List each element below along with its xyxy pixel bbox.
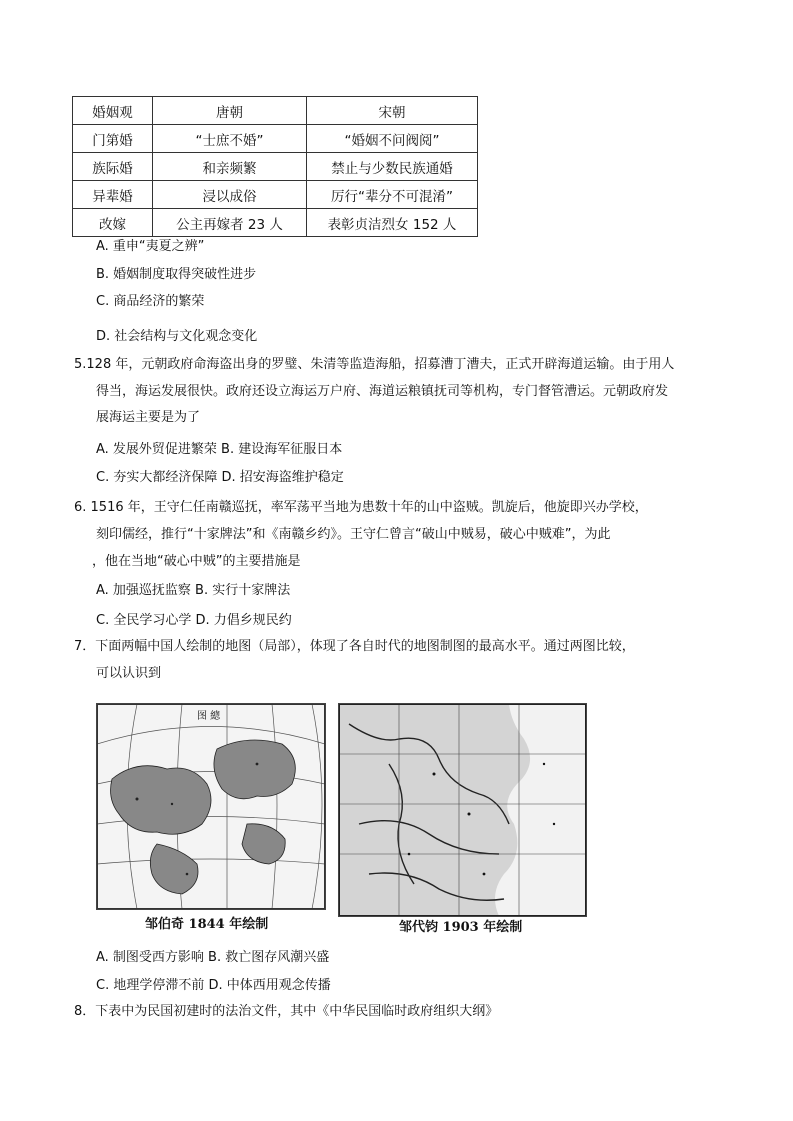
table-row [73,181,478,209]
table-cell: 禁止与少数民族通婚 [307,153,478,181]
q7-options-ab: A. 制图受西方影响 B. 救亡图存风潮兴盛 [96,950,330,965]
table-cell: 和亲频繁 [153,153,307,181]
table-cell: 族际婚 [73,153,153,181]
table-header-cell: 宋朝 [307,97,478,125]
map-1844-title: 图 總 [197,711,221,722]
table-cell: 异辈婚 [73,181,153,209]
q7-options-cd: C. 地理学停滞不前 D. 中体西用观念传播 [96,978,331,993]
map-1844-graphic [97,704,325,909]
table-row [73,153,478,181]
q5-stem-line1: 5.128 年，元朝政府命海盗出身的罗璧、朱清等监造海船，招募漕丁漕夫，正式开辟海道运输。由于用人 [74,357,675,372]
q6-options-ab: A. 加强巡抚监察 B. 实行十家牌法 [96,583,291,598]
q4-option-c: C. 商品经济的繁荣 [96,294,205,309]
map-1844-image [96,703,326,910]
q5-stem-line2: 得当，海运发展很快。政府还设立海运万户府、海道运粮镇抚司等机构，专门督管漕运。元朝政府发 [96,384,669,399]
q7-stem-line1: 7．下面两幅中国人绘制的地图（局部），体现了各自时代的地图制图的最高水平。通过两图比较， [74,639,635,654]
q8-stem-line1: 8．下表中为民国初建时的法治文件，其中《中华民国临时政府组织大纲》 [74,1004,499,1019]
q6-options-cd: C. 全民学习心学 D. 力倡乡规民约 [96,613,292,628]
q6-stem-line2: 刻印儒经，推行“十家牌法”和《南赣乡约》。王守仁曾言“破山中贼易，破心中贼难”，为此 [96,527,611,542]
marriage-comparison-table [72,96,478,237]
q6-stem-line1: 6. 1516 年，王守仁任南赣巡抚，率军荡平当地为患数十年的山中盗贼。凯旋后，他旋即兴办学校， [74,500,648,515]
table-row [73,209,478,237]
q4-option-b: B. 婚姻制度取得突破性进步 [96,267,257,282]
table-cell: 厉行“辈分不可混淆” [307,181,478,209]
table-cell: 公主再嫁者 23 人 [153,209,307,237]
map-1844-caption: 邹伯奇 1844 年绘制 [145,917,269,932]
table-cell: 改嫁 [73,209,153,237]
q5-options-cd: C. 夯实大都经济保障 D. 招安海盗维护稳定 [96,470,344,485]
table-cell: “婚姻不问阀阅” [307,125,478,153]
q5-stem-line3: 展海运主要是为了 [96,410,201,425]
table-cell: “士庶不婚” [153,125,307,153]
table-cell: 门第婚 [73,125,153,153]
q6-stem-line3: ，他在当地“破心中贼”的主要措施是 [92,554,301,569]
map-1903-caption: 邹代钧 1903 年绘制 [399,920,523,935]
q7-stem-line2: 可以认识到 [96,666,162,681]
map-1903-graphic [339,704,586,916]
table-header-row [73,97,478,125]
table-row [73,125,478,153]
table-cell: 表彰贞洁烈女 152 人 [307,209,478,237]
table-header-cell: 婚姻观 [73,97,153,125]
table-cell: 浸以成俗 [153,181,307,209]
q4-option-a: A. 重申“夷夏之辨” [96,239,205,254]
q5-options-ab: A. 发展外贸促进繁荣 B. 建设海军征服日本 [96,442,343,457]
map-1903-image [338,703,587,917]
table-header-cell: 唐朝 [153,97,307,125]
q4-option-d: D. 社会结构与文化观念变化 [96,329,258,344]
